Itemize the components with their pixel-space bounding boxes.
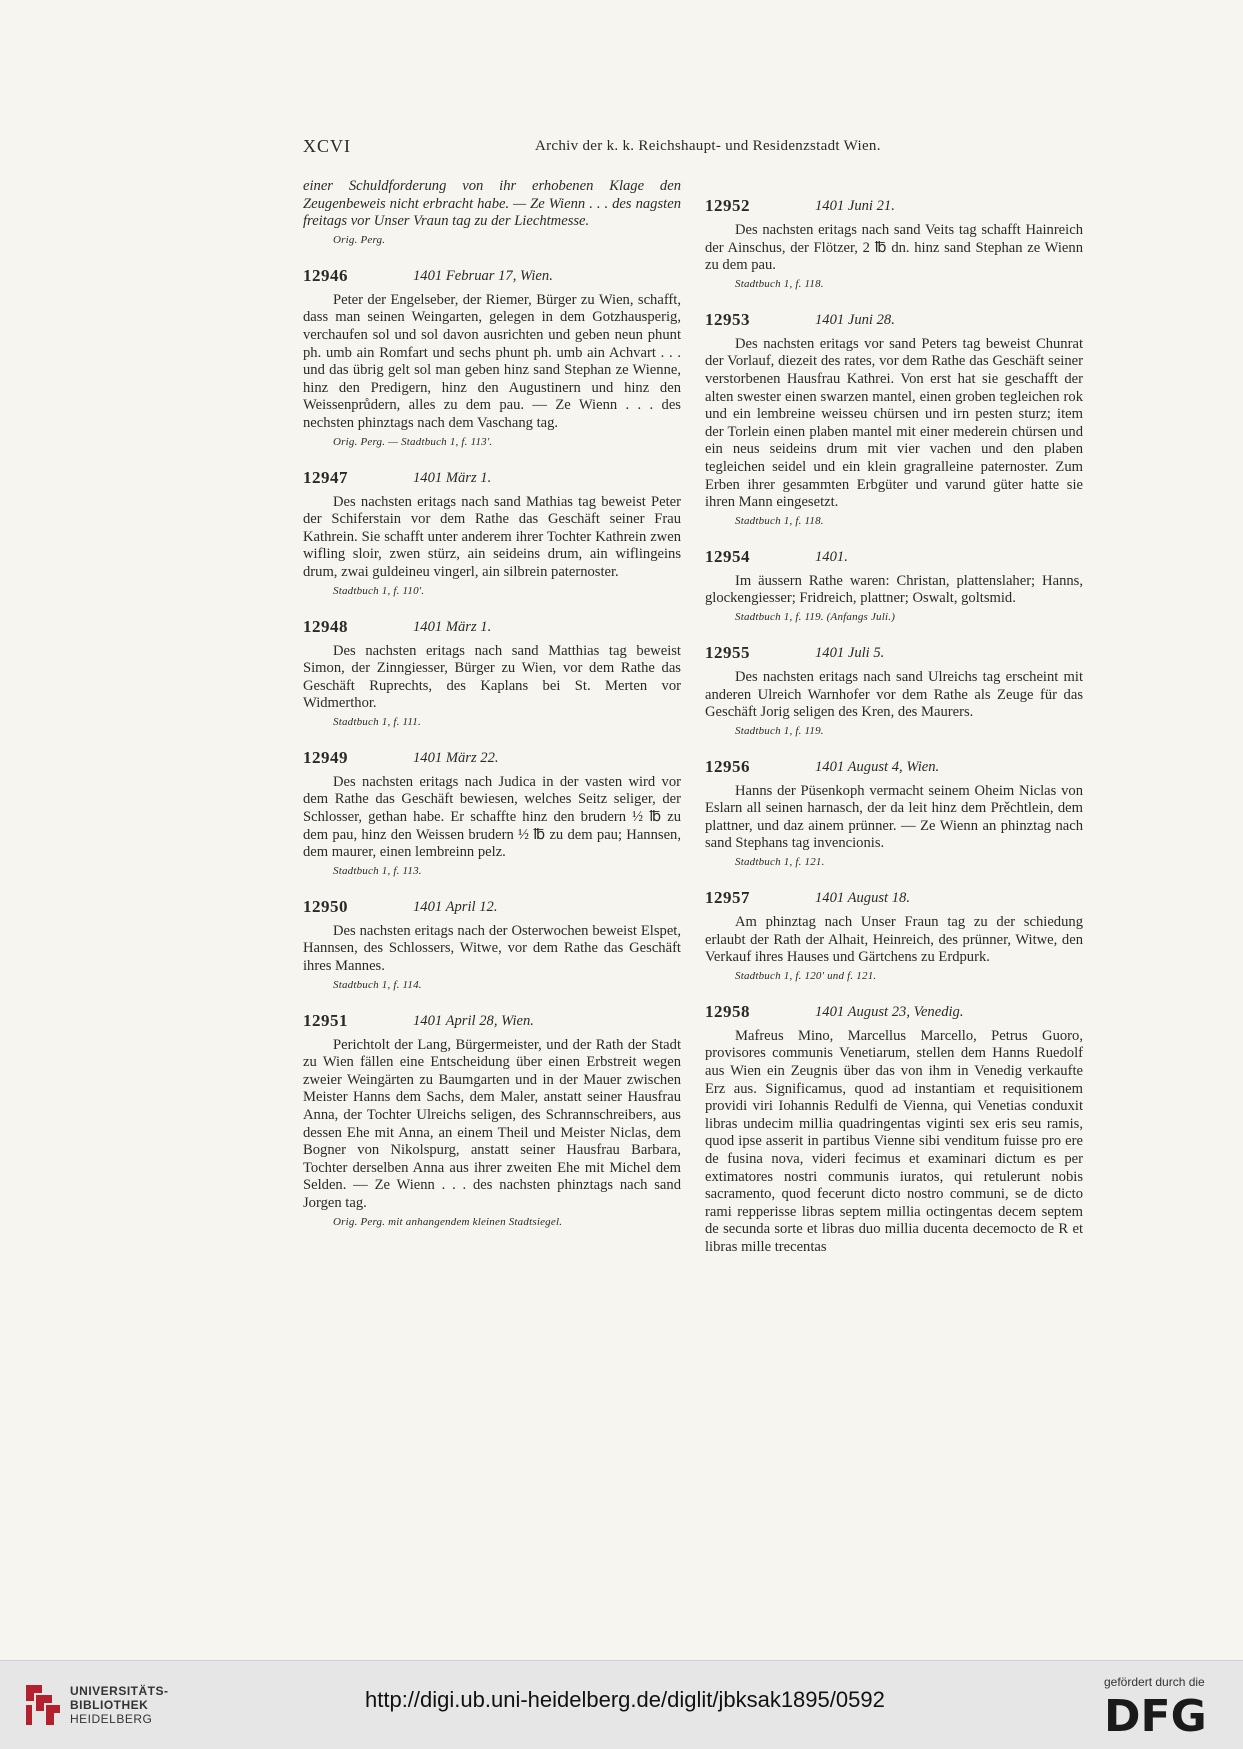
entry-source: Stadtbuch 1, f. 120' und f. 121.: [735, 969, 877, 982]
entry-number: 12958: [705, 1001, 750, 1021]
entry-12951: [303, 1011, 681, 1230]
entry-source: Stadtbuch 1, f. 114.: [333, 978, 422, 991]
entry-source: Stadtbuch 1, f. 113.: [333, 864, 422, 877]
page-header: [303, 136, 1086, 160]
entry-body: [705, 336, 1083, 529]
entry-heading: [303, 1011, 681, 1033]
entry-number: 12950: [303, 896, 348, 916]
entry-text: Am phinztag nach Unser Fraun tag zu der schiedung erlaubt der Rath der Alhait, Heinreich, des prünner, Witwe, den Verkauf ihres Hauses und Gärtchens zu Erdpurk.: [705, 914, 1083, 966]
entry-12957: [705, 888, 1083, 984]
left-column: [303, 178, 681, 1230]
entry-source: Stadtbuch 1, f. 118.: [735, 514, 824, 527]
entry-12949: [303, 748, 681, 879]
entry-12954: [705, 547, 1083, 625]
entry-12952: [705, 196, 1083, 292]
footer-bar: [0, 1660, 1243, 1749]
entry-text: Des nachsten eritags nach Judica in der vasten wird vor dem Rathe das Geschäft bewiesen, welches Seitz seliger, der Schlosser, gethan habe. Er schaffte hinz den brudern ½ ℔ zu dem pau, hinz den Weissen brudern ½ ℔ zu dem pau; Hannsen, dem maurer, einen lembreinn pelz.: [303, 773, 681, 861]
entry-date: 1401 März 1.: [413, 618, 492, 635]
entry-12956: [705, 757, 1083, 870]
entry-heading: [705, 547, 1083, 569]
entry-source: Orig. Perg. mit anhangendem kleinen Stadtsiegel.: [333, 1215, 563, 1228]
entry-number: 12947: [303, 467, 348, 487]
entry-body: [705, 669, 1083, 739]
entry-text: Des nachsten eritags nach sand Matthias tag beweist Simon, der Zinngiesser, Bürger zu Wien, vor dem Rathe das Geschäft Ruprechts, des Kaplans bei St. Merten vor Widmerthor.: [303, 642, 681, 712]
entry-date: 1401 Februar 17, Wien.: [413, 267, 553, 284]
entry-date: 1401 August 23, Venedig.: [815, 1003, 964, 1020]
right-column: [705, 178, 1083, 1257]
entry-12946: [303, 266, 681, 450]
entry-number: 12956: [705, 756, 750, 776]
entry-date: 1401 April 28, Wien.: [413, 1012, 534, 1029]
entry-date: 1401 August 18.: [815, 890, 911, 907]
entry-body: [303, 923, 681, 993]
entry-body: [705, 783, 1083, 870]
entry-body: [303, 1037, 681, 1230]
entry-text: Hanns der Püsenkoph vermacht seinem Oheim Niclas von Eslarn all seinen harnasch, der da leit hinz dem Prěchtlein, dem plattner, und daz ainem prünner. — Ze Wienn an phinztag nach sand Stephans tag invencionis.: [705, 782, 1083, 852]
entry-text: Perichtolt der Lang, Bürgermeister, und der Rath der Stadt zu Wien fällen eine Entscheidung über einen Erbstreit wegen zweier Weingärten zu Baumgarten und in der Mauer zwischen Meister Hanns dem Sachs, dem Maler, anstatt seiner Hausfrau Anna, der Tochter Ulreichs seligen, des Schrannschreibers, aus dessen Ehe mit Anna, an einem Theil und Meister Niclas, dem Bogner von Nikolspurg, anstatt seiner Hausfrau Barbara, Tochter derselben Anna aus ihrer zweiten Ehe mit Michel dem Selden. — Ze Wienn . . . des nachsten phinztags nach sand Jorgen tag.: [303, 1036, 681, 1211]
entry-date: 1401 August 4, Wien.: [815, 758, 940, 775]
entry-12953: [705, 310, 1083, 529]
entry-heading: [705, 643, 1083, 665]
entry-text: Des nachsten eritags nach sand Mathias tag beweist Peter der Schiferstain vor dem Rathe das Geschäft seiner Frau Kathrein. Sie schafft unter anderem ihrer Tochter Kathrein zwen wifling sloir, zwen stürz, ain seideins drum, ain wiflingeins drum, zwai guldeineu vingerl, ain silbrein paternoster.: [303, 493, 681, 580]
entry-body: [303, 774, 681, 879]
entry-number: 12948: [303, 616, 348, 636]
entry-text: Im äussern Rathe waren: Christan, plattenslaher; Hanns, glockengiesser; Fridreich, plattner; Oswalt, goltsmid.: [705, 572, 1083, 607]
entry-text: Mafreus Mino, Marcellus Marcello, Petrus Guoro, provisores communis Venetiarum, stellen dem Hanns Ruedolf aus Wien ein Zeugnis über das von ihm in Venedig verkaufte Erz aus. Significamus, quod ad instantiam et requisitionem providi viri Iohannis Redulfi de Vienna, qui Venetias conduxit libras undecim millia quadringentas viginti sex eris seu ramis, quod ipse asserit in partibus Vienne sibi venditum fuisse pro ere de fusina nova, videri fecimus et examinari dictum es per extimatores nostri communis iuratos, qui retulerunt nobis sacramento, quod fecerunt dicto nostro communi, se de dicto rami repperisse libras septem millia octingentas decem septem de secunda sorte et libras duo millia ducenta decemocto de R et libras mille trecentas: [705, 1027, 1083, 1255]
entry-heading: [705, 196, 1083, 218]
entry-heading: [303, 897, 681, 919]
dfg-logo-icon: [1104, 1691, 1234, 1735]
entry-number: 12957: [705, 888, 750, 908]
entry-number: 12955: [705, 642, 750, 662]
entry-number: 12952: [705, 196, 750, 215]
entry-date: 1401 Juni 28.: [815, 311, 895, 328]
entry-date: 1401.: [815, 548, 848, 565]
entry-source: Stadtbuch 1, f. 118.: [735, 277, 824, 290]
entry-source: Orig. Perg. — Stadtbuch 1, f. 113'.: [333, 435, 493, 448]
entry-body: [705, 1028, 1083, 1257]
intro-block: [303, 178, 681, 248]
entry-date: 1401 Juni 21.: [815, 198, 895, 214]
right-entries: [705, 196, 1083, 1257]
entry-12948: [303, 617, 681, 730]
entry-source: Stadtbuch 1, f. 111.: [333, 715, 421, 728]
dfg-logo-text: DFG: [1104, 1691, 1207, 1735]
entry-date: 1401 März 22.: [413, 749, 499, 766]
entry-heading: [303, 617, 681, 639]
entry-date: 1401 März 1.: [413, 469, 492, 486]
entry-number: 12949: [303, 747, 348, 767]
entry-12947: [303, 468, 681, 599]
intro-paragraph: einer Schuldforderung von ihr erhobenen Klage den Zeugenbeweis nicht erbracht habe. — Ze Wienn . . . des nagsten freitags vor Unser Vraun tag zu der Liechtmesse.: [303, 178, 681, 230]
entry-source: Stadtbuch 1, f. 121.: [735, 856, 825, 869]
entry-heading: [705, 757, 1083, 779]
entry-heading: [303, 748, 681, 770]
entry-text: Peter der Engelseber, der Riemer, Bürger zu Wien, schafft, dass man seinen Weingarten, gelegen in dem Gotzhausperig, verchaufen sol und sol davon ausrichten und geben neun phunt ph. umb ain Romfart und sechs phunt ph. umb ain Achvart . . . und das übrig gelt sol man geben hinz sand Stephan ze Wienne, hinz den Predigern, hinz den Augustinern und hinz den Weissenprůdern, alles zu dem pau. — Ze Wienn . . . des nechsten phinztags nach dem Vaschang tag.: [303, 291, 681, 431]
library-name: UNIVERSITÄTS- BIBLIOTHEK HEIDELBERG: [70, 1684, 169, 1726]
entry-body: [303, 643, 681, 730]
entry-text: Des nachsten eritags nach sand Ulreichs tag erscheint mit anderen Ulreich Warnhofer vor dem Rathe als Zeuge für das Geschäft Jorig seligen des Kren, des Maurers.: [705, 668, 1083, 721]
entry-body: [303, 292, 681, 450]
entry-source: Stadtbuch 1, f. 119.: [735, 724, 824, 737]
entry-body: [303, 494, 681, 599]
entry-date: 1401 Juli 5.: [815, 644, 885, 661]
entry-number: 12953: [705, 309, 750, 329]
entry-heading: [705, 1002, 1083, 1024]
entry-date: 1401 April 12.: [413, 898, 498, 915]
entry-body: [705, 914, 1083, 984]
entry-body: [705, 573, 1083, 625]
university-library-logo-icon: [22, 1681, 62, 1729]
entry-heading: [705, 310, 1083, 332]
source-url-link[interactable]: http://digi.ub.uni-heidelberg.de/diglit/jbksak1895/0592: [365, 1687, 885, 1712]
entry-number: 12946: [303, 265, 348, 285]
page-number: XCVI: [303, 136, 351, 156]
intro-source: Orig. Perg.: [333, 233, 386, 246]
entry-12958: [705, 1002, 1083, 1257]
entry-heading: [303, 266, 681, 288]
entry-number: 12954: [705, 546, 750, 566]
entry-heading: [705, 888, 1083, 910]
entry-source: Stadtbuch 1, f. 110'.: [333, 584, 425, 597]
entry-heading: [303, 468, 681, 490]
entry-text: Des nachsten eritags nach sand Veits tag schafft Hainreich der Ainschus, der Flötzer, 2 ℔ dn. hinz sand Stephan ze Wienn zu dem pau.: [705, 222, 1083, 274]
entry-number: 12951: [303, 1010, 348, 1030]
left-entries: [303, 266, 681, 1230]
running-title: Archiv der k. k. Reichshaupt- und Residenzstadt Wien.: [535, 138, 881, 154]
entry-12950: [303, 897, 681, 993]
entry-text: Des nachsten eritags vor sand Peters tag beweist Chunrat der Vorlauf, diezeit des rates, vor dem Rathe das Geschäft seiner verstorbenen Hausfrau Kathrei. Von erst hat sie geschafft der alten swester einen swarzen mantel, einen groben tegleichen rok und ein lembreine weisseu chürsen und irn pesten sturz; item der Torlein einen plaben mantel mit einer mederein chürsen und ein neus seideins drum mit vier vachen und den plaben tegleichen seidel und ein klein gragralleine paternoster. Zum Erben ihrer gesammten Erbgüter und varund güter hatte sie ihren Mann eingesetzt.: [705, 335, 1083, 511]
entry-12955: [705, 643, 1083, 739]
entry-body: [705, 222, 1083, 292]
entry-text: Des nachsten eritags nach der Osterwochen beweist Elspet, Hannsen, des Schlossers, Witwe, vor dem Rathe das Geschäft ihres Mannes.: [303, 922, 681, 975]
entry-source: Stadtbuch 1, f. 119. (Anfangs Juli.): [735, 610, 896, 623]
funded-by-label: gefördert durch die: [1104, 1675, 1205, 1689]
